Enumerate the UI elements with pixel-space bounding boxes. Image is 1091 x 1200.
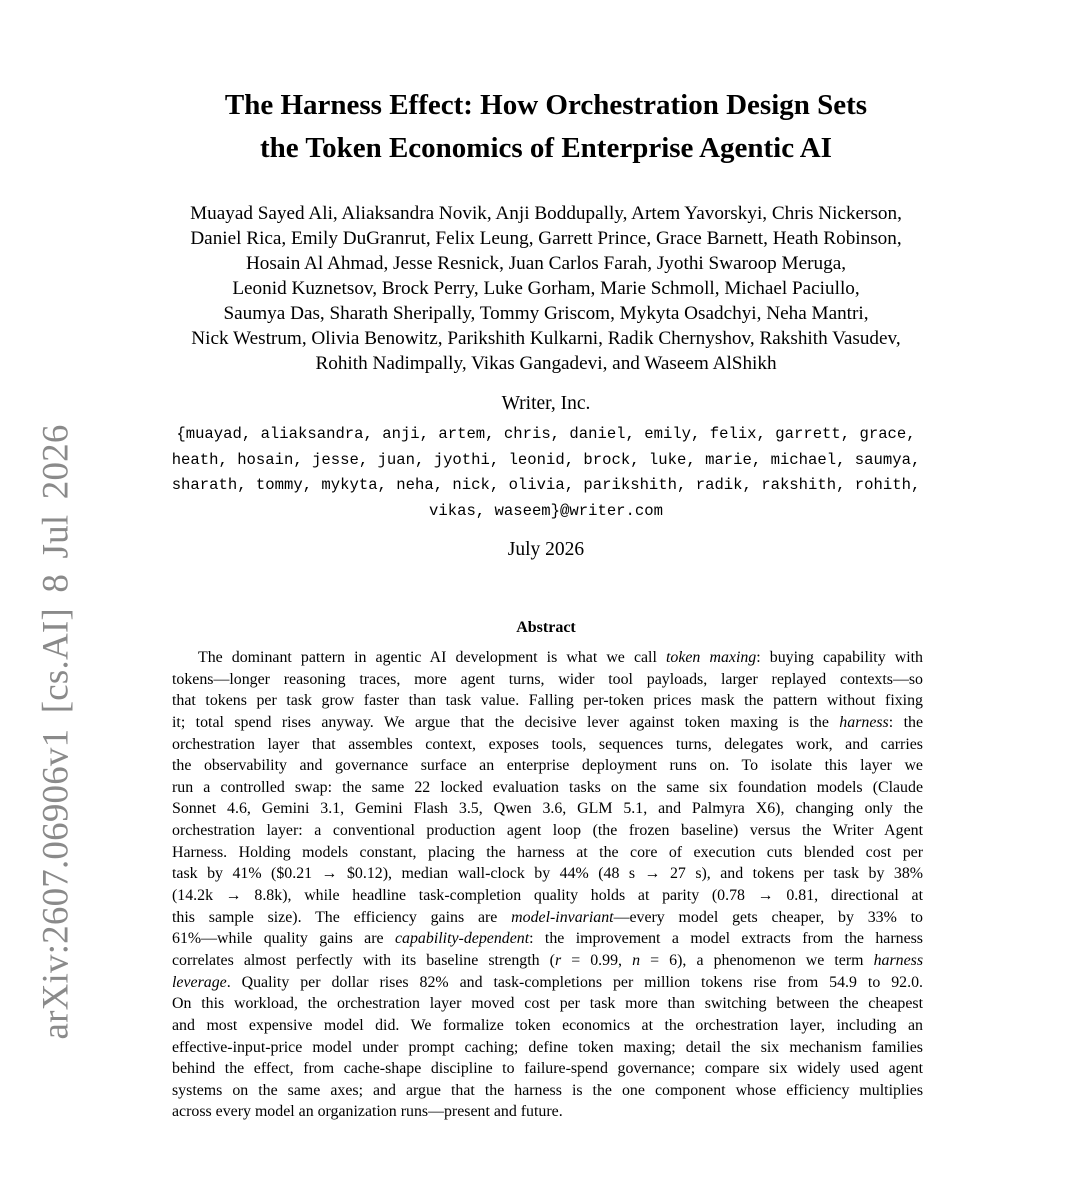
- author-line: Hosain Al Ahmad, Jesse Resnick, Juan Carlos Farah, Jyothi Swaroop Meruga,: [245, 253, 847, 274]
- abstract-line: [172, 842, 923, 864]
- abstract-text-run: . Quality per dollar rises 82% and task-completions per million tokens rise from 54.9 to 92.0.: [226, 973, 923, 991]
- title-line: The Harness Effect: How Orchestration Design Sets: [224, 89, 868, 121]
- abstract-line: [172, 863, 923, 885]
- abstract-italic-run: model-invariant: [511, 908, 614, 926]
- abstract-line: [172, 712, 923, 734]
- abstract-line: [172, 798, 923, 820]
- arxiv-identifier-text: arXiv:2607.06906v1 [cs.AI] 8 Jul 2026: [35, 424, 77, 1040]
- abstract-italic-run: capability-dependent: [394, 930, 530, 948]
- abstract-italic-run: r: [554, 951, 562, 969]
- publication-date: July 2026: [507, 539, 585, 560]
- abstract-line: [172, 820, 923, 842]
- abstract-text-run: correlates almost perfectly with its baseline strength (: [172, 951, 555, 969]
- author-line: Daniel Rica, Emily DuGranrut, Felix Leung, Garrett Prince, Grace Barnett, Heath Robinson,: [190, 228, 902, 249]
- abstract-text-run: 61%—while quality gains are: [172, 930, 395, 948]
- abstract-line: [172, 734, 923, 756]
- author-line: Leonid Kuznetsov, Brock Perry, Luke Gorham, Marie Schmoll, Michael Paciullo,: [232, 278, 860, 299]
- abstract-text-run: (14.2k → 8.8k), while headline task-completion quality holds at parity (0.78 → 0.81, directional at: [172, 887, 923, 905]
- title-line: the Token Economics of Enterprise Agentic AI: [260, 132, 832, 164]
- abstract-line: [172, 928, 923, 950]
- abstract-text-run: orchestration layer: a conventional production agent loop (the frozen baseline) versus the Writer Agent: [172, 822, 923, 840]
- paper-title: [146, 84, 946, 170]
- abstract-text-run: effective-input-price model under prompt caching; define token maxing; detail the six mechanism families: [172, 1038, 923, 1056]
- abstract-text-run: task by 41% ($0.21 → $0.12), median wall-clock by 44% (48 s → 27 s), and tokens per task by 38%: [172, 865, 923, 883]
- paper-first-page: [146, 84, 946, 1123]
- abstract-text-run: : the improvement a model extracts from the harness: [529, 930, 923, 948]
- abstract-line: [172, 647, 923, 669]
- abstract-text-run: Sonnet 4.6, Gemini 3.1, Gemini Flash 3.5, Qwen 3.6, GLM 5.1, and Palmyra X6), changing only the: [172, 800, 923, 818]
- email-line: {muayad, aliaksandra, anji, artem, chris, daniel, emily, felix, garrett, grace,: [176, 425, 916, 443]
- abstract-line: [172, 755, 923, 777]
- abstract-text-run: —every model gets cheaper, by 33% to: [613, 908, 923, 926]
- abstract-text-run: = 0.99,: [561, 951, 633, 969]
- author-line: Muayad Sayed Ali, Aliaksandra Novik, Anji Boddupally, Artem Yavorskyi, Chris Nickerson,: [190, 203, 902, 224]
- abstract-line: [172, 1037, 923, 1059]
- abstract-text-run: and most expensive model did. We formalize token economics at the orchestration layer, including an: [172, 1016, 923, 1034]
- abstract-line: [172, 950, 923, 972]
- abstract-text-run: tokens—longer reasoning traces, more agent turns, wider tool payloads, larger replayed contexts—so: [172, 670, 923, 688]
- abstract-italic-run: token maxing: [665, 649, 757, 666]
- author-list: [146, 201, 946, 376]
- abstract-text-run: across every model an organization runs—present and future.: [172, 1103, 563, 1121]
- author-line: Saumya Das, Sharath Sheripally, Tommy Griscom, Mykyta Osadchyi, Neha Mantri,: [223, 303, 869, 324]
- abstract-line: [172, 907, 923, 929]
- abstract-text-run: The dominant pattern in agentic AI development is what we call: [198, 649, 666, 666]
- abstract-text-run: orchestration layer that assembles context, exposes tools, sequences turns, delegates work, and carries: [172, 735, 923, 753]
- abstract-line: [172, 1058, 923, 1080]
- abstract-line: [172, 885, 923, 907]
- abstract-text-run: : buying capability with: [756, 649, 923, 666]
- email-line: sharath, tommy, mykyta, neha, nick, olivia, parikshith, radik, rakshith, rohith,: [171, 476, 921, 494]
- abstract-text-run: = 6), a phenomenon we term: [640, 951, 874, 969]
- email-line: heath, hosain, jesse, juan, jyothi, leonid, brock, luke, marie, michael, saumya,: [171, 450, 921, 469]
- author-emails: [146, 422, 946, 524]
- abstract-line: [172, 690, 923, 712]
- abstract-text-run: Harness. Holding models constant, placing the harness at the core of execution cuts blended cost per: [172, 843, 923, 861]
- author-line: Rohith Nadimpally, Vikas Gangadevi, and Waseem AlShikh: [315, 353, 777, 374]
- abstract-text-run: behind the effect, from cache-shape discipline to failure-spend governance; compare six widely used agent: [172, 1060, 923, 1078]
- abstract-line: [172, 993, 923, 1015]
- email-line: vikas, waseem}@writer.com: [429, 501, 663, 520]
- abstract-heading: Abstract: [516, 619, 576, 636]
- abstract-italic-run: leverage: [172, 973, 227, 991]
- abstract-line: [172, 972, 923, 994]
- abstract-text-run: run a controlled swap: the same 22 locked evaluation tasks on the same six foundation models (Claude: [172, 778, 923, 796]
- abstract-line: [172, 777, 923, 799]
- abstract-italic-run: n: [632, 951, 641, 969]
- abstract-text-run: systems on the same axes; and argue that the harness is the one component whose efficiency multiplies: [172, 1081, 923, 1099]
- abstract-text-run: this sample size). The efficiency gains are: [172, 908, 512, 926]
- abstract-text-run: the observability and governance surface an enterprise deployment runs on. To isolate this layer we: [172, 757, 923, 775]
- abstract-text-run: it; total spend rises anyway. We argue that the decisive lever against token maxing is the: [172, 713, 840, 731]
- abstract-text-run: : the: [888, 713, 923, 731]
- abstract-line: [172, 1080, 923, 1102]
- abstract-line: [172, 1101, 923, 1123]
- author-line: Nick Westrum, Olivia Benowitz, Parikshith Kulkarni, Radik Chernyshov, Rakshith Vasudev,: [191, 328, 901, 349]
- abstract-line: [172, 1015, 923, 1037]
- affiliation: Writer, Inc.: [501, 393, 591, 414]
- abstract-italic-run: harness: [873, 951, 924, 969]
- abstract-text-run: that tokens per task grow faster than task value. Falling per-token prices mask the pattern without fixing: [172, 692, 923, 710]
- abstract-line: [172, 669, 923, 691]
- abstract-body: [172, 647, 923, 1123]
- abstract-text-run: On this workload, the orchestration layer moved cost per task more than switching between the cheapest: [172, 995, 923, 1013]
- abstract-italic-run: harness: [839, 713, 889, 731]
